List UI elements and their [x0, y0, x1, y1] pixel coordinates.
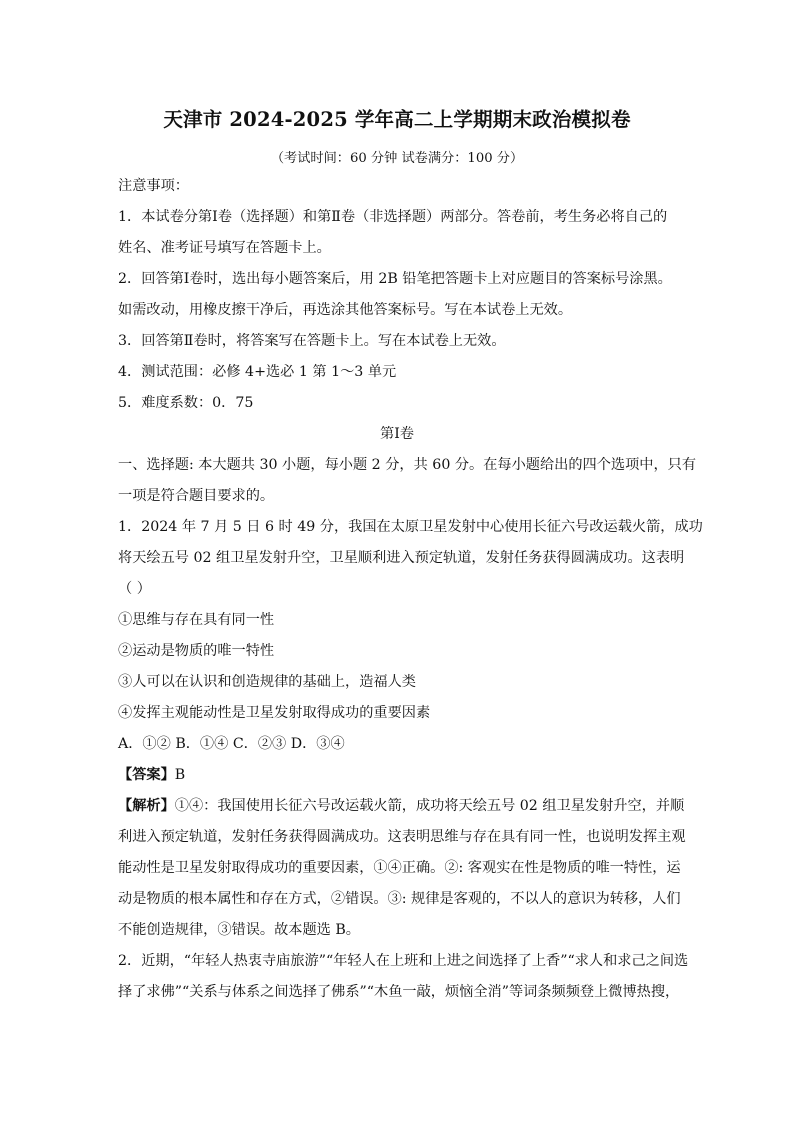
section-title: 第Ⅰ卷 [380, 426, 414, 442]
note-item-1: 1．本试卷分第Ⅰ卷（选择题）和第Ⅱ卷（非选择题）两部分。答卷前，考生务必将自己的 [118, 209, 668, 225]
question-1-analysis-cont-1: 利进入预定轨道，发射任务获得圆满成功。这表明思维与存在具有同一性，也说明发挥主观 [118, 829, 686, 845]
note-item-2-cont: 如需改动，用橡皮擦干净后，再选涂其他答案标号。写在本试卷上无效。 [118, 302, 573, 318]
question-1-blank: （ ） [118, 581, 151, 597]
question-1-option-4: ④发挥主观能动性是卫星发射取得成功的重要因素 [118, 705, 431, 721]
question-1-stem: 1．2024 年 7 月 5 日 6 时 49 分，我国在太原卫星发射中心使用长征六号改运载火箭，成功 [118, 519, 703, 535]
section-intro: 一、选择题: 本大题共 30 小题，每小题 2 分，共 60 分。在每小题给出的四个选项中，只有 [118, 457, 697, 473]
question-1-option-1: ①思维与存在具有同一性 [118, 612, 275, 628]
note-item-3: 3．回答第Ⅱ卷时，将答案写在答题卡上。写在本试卷上无效。 [118, 333, 506, 349]
question-2-stem-cont: 择了求佛”“关系与体系之间选择了佛系”“木鱼一敲，烦恼全消”等词条频频登上微博热搜， [118, 984, 680, 1000]
analysis-text: ①④：我国使用长征六号改运载火箭，成功将天绘五号 02 组卫星发射升空，并顺 [174, 798, 685, 814]
exam-info: （考试时间：60 分钟 试卷满分：100 分） [270, 151, 524, 166]
note-item-1-cont: 姓名、准考证号填写在答题卡上。 [118, 240, 331, 256]
note-item-5: 5．难度系数：0．75 [118, 395, 254, 411]
answer-value: B [174, 767, 186, 783]
note-item-2: 2．回答第Ⅰ卷时，选出每小题答案后，用 2B 铅笔把答题卡上对应题目的答案标号涂黑。 [118, 271, 672, 287]
question-1-answer [118, 765, 185, 785]
question-2-stem: 2．近期，“年轻人热衷寺庙旅游”“年轻人在上班和上进之间选择了上香”“求人和求己之间选 [118, 953, 689, 969]
question-1-analysis-cont-4: 不能创造规律，③错误。故本题选 B。 [118, 922, 360, 938]
notes-heading: 注意事项： [118, 178, 189, 194]
question-1-option-2: ②运动是物质的唯一特性 [118, 643, 275, 659]
analysis-label: 【解析】 [118, 798, 175, 814]
question-1-choices: A．①② B．①④ C．②③ D．③④ [118, 736, 345, 752]
question-1-stem-cont: 将天绘五号 02 组卫星发射升空，卫星顺利进入预定轨道，发射任务获得圆满成功。这表明 [118, 550, 685, 566]
note-item-4: 4．测试范围：必修 4+选必 1 第 1～3 单元 [118, 364, 397, 380]
section-intro-cont: 一项是符合题目要求的。 [118, 488, 275, 504]
answer-label: 【答案】 [118, 767, 175, 783]
question-1-analysis [118, 796, 684, 816]
question-1-option-3: ③人可以在认识和创造规律的基础上，造福人类 [118, 674, 416, 690]
question-1-analysis-cont-2: 能动性是卫星发射取得成功的重要因素，①④正确。②: 客观实在性是物质的唯一特性，运 [118, 860, 681, 876]
question-1-analysis-cont-3: 动是物质的根本属性和存在方式，②错误。③: 规律是客观的，不以人的意识为转移，人们 [118, 891, 681, 907]
page-title: 天津市 2024-2025 学年高二上学期期末政治模拟卷 [163, 108, 631, 131]
